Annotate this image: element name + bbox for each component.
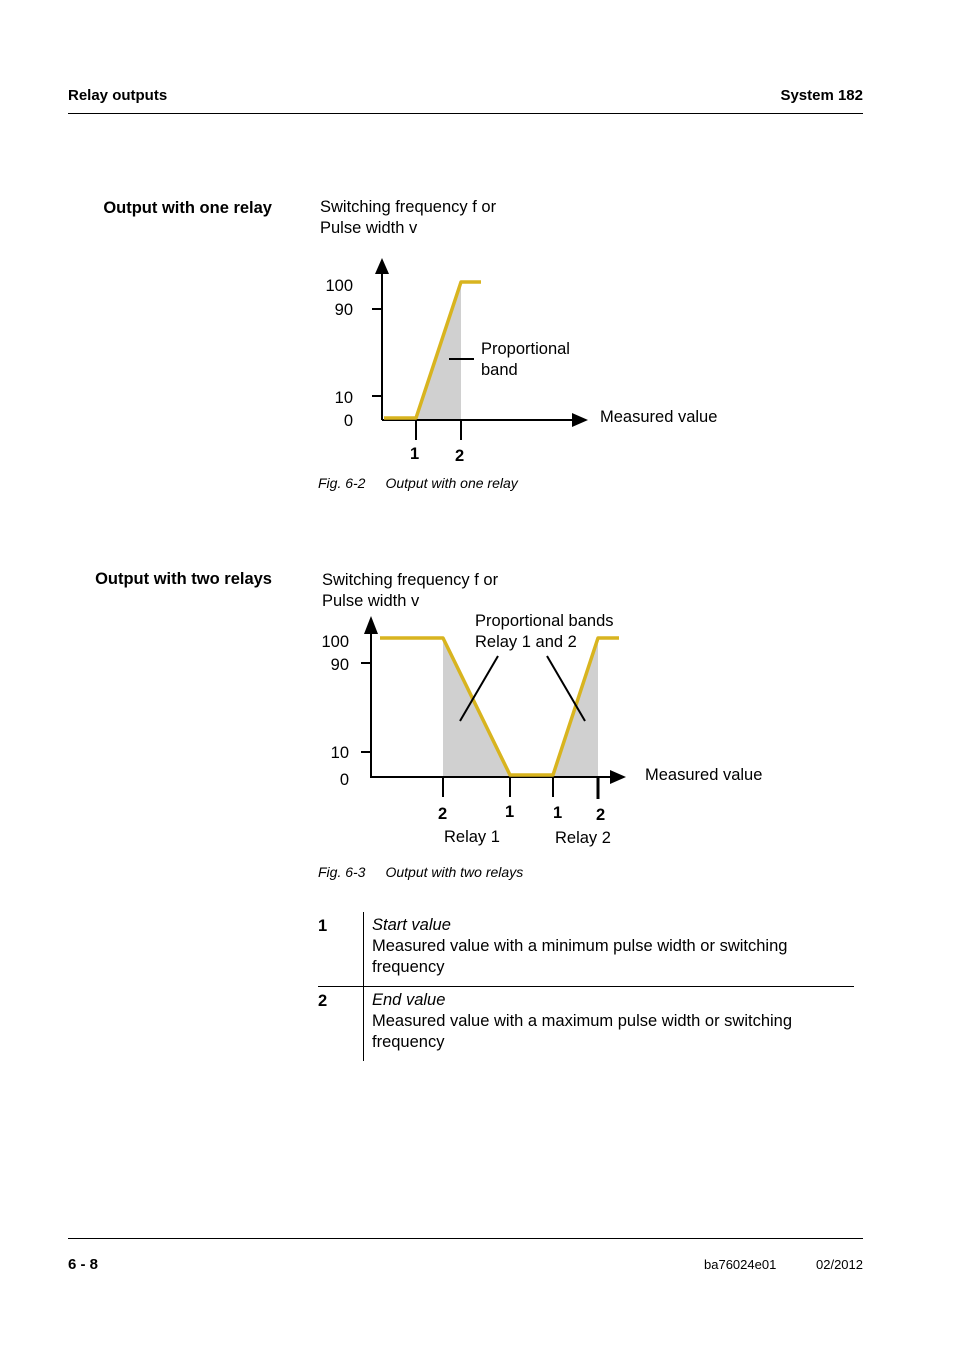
chart2-ytick-label-100: 100 xyxy=(321,633,349,651)
figure-caption-6-3: Fig. 6-3 Output with two relays xyxy=(318,864,524,880)
chart1-xlabel: Measured value xyxy=(600,408,718,426)
chart1-ytick-label-0: 0 xyxy=(343,412,353,430)
chart2-x-arrow xyxy=(610,770,626,784)
chart2-relay1-label: Relay 1 xyxy=(444,828,500,846)
section-title-two-relays: Output with two relays xyxy=(95,570,272,588)
chart1-xtick-label-2: 2 xyxy=(455,447,465,465)
legend-description: Measured value with a maximum pulse width or switching frequency xyxy=(372,1012,793,1051)
chart1-ytick-label-100: 100 xyxy=(325,277,353,295)
legend-row xyxy=(318,912,854,987)
chart2-leader-relay2 xyxy=(547,656,585,721)
section-title-one-relay: Output with one relay xyxy=(103,199,272,217)
chart2-annotation: Proportional bands Relay 1 and 2 xyxy=(475,612,614,651)
legend-key: 2 xyxy=(318,992,328,1010)
figure-caption-6-2: Fig. 6-2 Output with one relay xyxy=(318,475,518,491)
chart2-xlabel: Measured value xyxy=(645,766,763,784)
chart1-annotation: Proportional band xyxy=(481,340,570,379)
chart2-xtick-label-1b: 1 xyxy=(553,804,563,822)
document-date: 02/2012 xyxy=(816,1257,863,1272)
chart2-xtick-label-2a: 2 xyxy=(438,805,448,823)
chart1-y-arrow xyxy=(375,258,389,274)
chart2-ytick-label-90: 90 xyxy=(330,656,349,674)
footer-rule xyxy=(68,1238,863,1239)
page-number: 6 - 8 xyxy=(68,1256,99,1273)
chart2-xtick-label-2b: 2 xyxy=(596,806,606,824)
chart2-ylabel: Switching frequency f or Pulse width v xyxy=(322,571,499,610)
chart2-xtick-label-1a: 1 xyxy=(505,803,515,821)
chart2-ytick-label-10: 10 xyxy=(330,744,349,762)
running-header-right: System 182 xyxy=(780,87,863,104)
chart1-xtick-label-1: 1 xyxy=(410,445,420,463)
legend-term: Start value xyxy=(372,916,451,934)
chart1-ylabel: Switching frequency f or Pulse width v xyxy=(320,198,497,237)
chart1-ytick-label-90: 90 xyxy=(334,301,353,319)
legend-key: 1 xyxy=(318,912,364,987)
chart1-x-arrow xyxy=(572,413,588,427)
header-rule xyxy=(68,113,863,114)
legend-row xyxy=(318,987,854,1062)
chart1-ytick-label-10: 10 xyxy=(334,389,353,407)
chart2-y-arrow xyxy=(364,616,378,634)
chart2-relay2-label: Relay 2 xyxy=(555,829,611,847)
running-header-left: Relay outputs xyxy=(68,87,168,104)
document-id: ba76024e01 xyxy=(704,1257,777,1272)
legend-description: Measured value with a minimum pulse width or switching frequency xyxy=(372,937,788,976)
legend-term: End value xyxy=(372,991,446,1009)
chart2-ytick-label-0: 0 xyxy=(339,771,349,789)
legend-table xyxy=(318,912,854,1061)
